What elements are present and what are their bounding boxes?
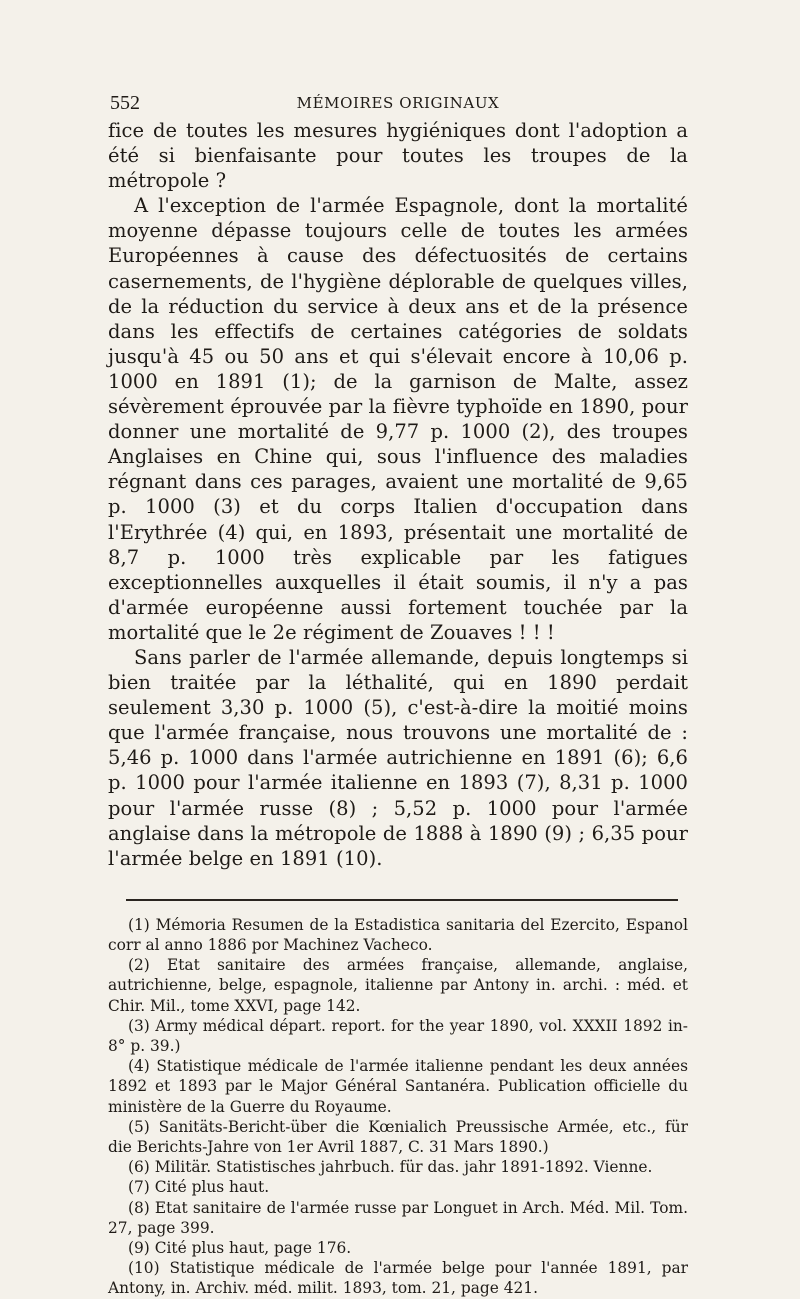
footnote-5: (5) Sanitäts-Bericht-über die Kœnialich Preussische Armée, etc., für die Berichts-Jahre von 1er Avril 1887, C. 31 Mars 1890.) xyxy=(108,1117,688,1157)
footnote-8: (8) Etat sanitaire de l'armée russe par Longuet in Arch. Méd. Mil. Tom. 27, page 399. xyxy=(108,1198,688,1237)
footnote-6: (6) Militär. Statistisches jahrbuch. für das. jahr 1891-1892. Vienne. xyxy=(128,1158,653,1177)
running-head: MÉMOIRES ORIGINAUX xyxy=(296,94,500,112)
footnote-separator xyxy=(126,899,678,901)
paragraph: Sans parler de l'armée allemande, depuis longtemps si bien traitée par la léthalité, qui en 1890 perdait seulement 3,30 p. 1000 (5), c'est-à-dire la moitié moins que l'armée française, nous trouvons une mortalité de : 5,46 p. 1000 dans l'armée autrichienne en 1891 (6); 6,6 p. 1000 pour l'armée italienne en 1893 (7), 8,31 p. 1000 pour l'armée russe (8) ; 5,52 p. 1000 pour l'armée anglaise dans la métropole de 1888 à 1890 (9) ; 6,35 pour l'armée belge en 1891 (10). xyxy=(108,645,688,870)
footnotes xyxy=(108,915,688,1299)
main-text xyxy=(108,118,688,871)
book-page xyxy=(108,88,688,1299)
paragraph-continuation: fice de toutes les mesures hygiéniques dont l'adoption a été si bienfaisante pour toutes les troupes de la métropole ? xyxy=(108,119,688,193)
footnote-3: (3) Army médical départ. report. for the year 1890, vol. XXXII 1892 in-8° p. 39.) xyxy=(108,1016,688,1056)
footnote-9: (9) Cité plus haut, page 176. xyxy=(128,1239,352,1258)
footnote-4: (4) Statistique médicale de l'armée italienne pendant les deux années 1892 et 1893 par le Major Général Santanéra. Publication officielle du ministère de la Guerre du Royaume. xyxy=(108,1057,688,1116)
footnote-1: (1) Mémoria Resumen de la Estadistica sanitaria del Ezercito, Espanol corr al anno 1886 por Machinez Vacheco. xyxy=(108,915,688,955)
page-number: 552 xyxy=(110,92,140,114)
footnote-10: (10) Statistique médicale de l'armée belge pour l'année 1891, par Antony, in. Archiv. méd. milit. 1893, tom. 21, page 421. xyxy=(108,1259,688,1298)
paragraph: A l'exception de l'armée Espagnole, dont la mortalité moyenne dépasse toujours celle de toutes les armées Européennes à cause des défectuosités de certains casernements, de l'hygiène déplorable de quelques villes, de la réduction du service à deux ans et de la présence dans les effectifs de certaines catégories de soldats jusqu'à 45 ou 50 ans et qui s'élevait encore à 10,06 p. 1000 en 1891 (1); de la garnison de Malte, assez sévèrement éprouvée par la fièvre typhoïde en 1890, pour donner une mortalité de 9,77 p. 1000 (2), des troupes Anglaises en Chine qui, sous l'influence des maladies régnant dans ces parages, avaient une mortalité de 9,65 p. 1000 (3) et du corps Italien d'occupation dans l'Erythrée (4) qui, en 1893, présentait une mortalité de 8,7 p. 1000 très explicable par les fatigues exceptionnelles auxquelles il était soumis, il n'y a pas d'armée européenne aussi fortement touchée par la mortalité que le 2e régiment de Zouaves ! ! ! xyxy=(108,194,688,644)
footnote-7: (7) Cité plus haut. xyxy=(128,1178,270,1197)
footnote-2: (2) Etat sanitaire des armées française, allemande, anglaise, autrichienne, belge, espagnole, italienne par Antony in. archi. : méd. et Chir. Mil., tome XXVI, page 142. xyxy=(108,956,688,1015)
page-header xyxy=(108,88,688,118)
